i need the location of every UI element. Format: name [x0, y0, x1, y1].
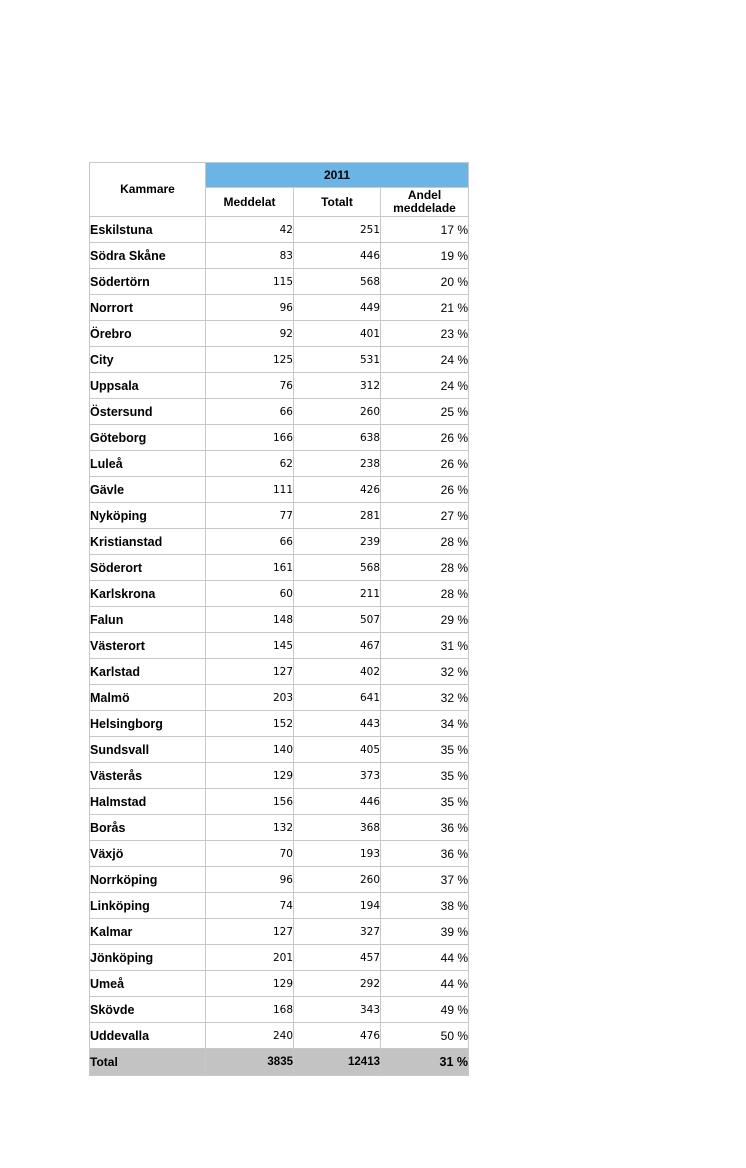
table-row	[90, 763, 469, 789]
meddelat-cell: 125	[206, 347, 294, 373]
table-row	[90, 971, 469, 997]
andel-cell: 49 %	[381, 997, 469, 1023]
andel-cell: 26 %	[381, 425, 469, 451]
andel-cell: 37 %	[381, 867, 469, 893]
kammare-cell: Halmstad	[90, 789, 206, 815]
totalt-cell: 641	[294, 685, 381, 711]
kammare-cell: Nyköping	[90, 503, 206, 529]
kammare-cell: Uddevalla	[90, 1023, 206, 1049]
kammare-cell: Malmö	[90, 685, 206, 711]
meddelat-cell: 152	[206, 711, 294, 737]
meddelat-cell: 127	[206, 659, 294, 685]
header-meddelat: Meddelat	[206, 188, 294, 217]
totalt-cell: 443	[294, 711, 381, 737]
table-row	[90, 945, 469, 971]
totalt-cell: 211	[294, 581, 381, 607]
kammare-cell: Uppsala	[90, 373, 206, 399]
totalt-cell: 467	[294, 633, 381, 659]
meddelat-cell: 129	[206, 763, 294, 789]
total-row	[90, 1049, 469, 1076]
kammare-cell: Östersund	[90, 399, 206, 425]
table-row	[90, 919, 469, 945]
header-kammare: Kammare	[90, 163, 206, 217]
total-andel: 31 %	[381, 1049, 469, 1076]
kammare-cell: Norrort	[90, 295, 206, 321]
meddelat-cell: 42	[206, 217, 294, 243]
totalt-cell: 239	[294, 529, 381, 555]
andel-cell: 31 %	[381, 633, 469, 659]
totalt-cell: 343	[294, 997, 381, 1023]
total-totalt: 12413	[294, 1049, 381, 1076]
kammare-cell: Västerås	[90, 763, 206, 789]
totalt-cell: 568	[294, 555, 381, 581]
andel-cell: 23 %	[381, 321, 469, 347]
table-row	[90, 217, 469, 243]
kammare-cell: Kristianstad	[90, 529, 206, 555]
kammare-cell: Umeå	[90, 971, 206, 997]
table-row	[90, 399, 469, 425]
andel-cell: 34 %	[381, 711, 469, 737]
andel-cell: 19 %	[381, 243, 469, 269]
andel-cell: 32 %	[381, 685, 469, 711]
kammare-cell: Växjö	[90, 841, 206, 867]
andel-cell: 28 %	[381, 555, 469, 581]
table-row	[90, 321, 469, 347]
totalt-cell: 568	[294, 269, 381, 295]
table-header	[90, 163, 469, 217]
meddelat-cell: 140	[206, 737, 294, 763]
andel-cell: 35 %	[381, 789, 469, 815]
kammare-cell: Norrköping	[90, 867, 206, 893]
kammare-cell: Jönköping	[90, 945, 206, 971]
meddelat-cell: 201	[206, 945, 294, 971]
kammare-cell: Sundsvall	[90, 737, 206, 763]
andel-cell: 24 %	[381, 373, 469, 399]
totalt-cell: 193	[294, 841, 381, 867]
kammare-cell: Söderort	[90, 555, 206, 581]
kammare-cell: Karlstad	[90, 659, 206, 685]
totalt-cell: 476	[294, 1023, 381, 1049]
kammare-cell: Luleå	[90, 451, 206, 477]
totalt-cell: 426	[294, 477, 381, 503]
meddelat-cell: 74	[206, 893, 294, 919]
totalt-cell: 292	[294, 971, 381, 997]
totalt-cell: 446	[294, 789, 381, 815]
andel-cell: 29 %	[381, 607, 469, 633]
andel-cell: 44 %	[381, 971, 469, 997]
total-label: Total	[90, 1049, 206, 1076]
meddelat-cell: 66	[206, 529, 294, 555]
meddelat-cell: 166	[206, 425, 294, 451]
totalt-cell: 531	[294, 347, 381, 373]
table-row	[90, 633, 469, 659]
totalt-cell: 507	[294, 607, 381, 633]
table-row	[90, 529, 469, 555]
totalt-cell: 401	[294, 321, 381, 347]
andel-cell: 28 %	[381, 581, 469, 607]
andel-cell: 21 %	[381, 295, 469, 321]
table-row	[90, 867, 469, 893]
meddelat-cell: 96	[206, 295, 294, 321]
table-row	[90, 373, 469, 399]
total-meddelat: 3835	[206, 1049, 294, 1076]
meddelat-cell: 156	[206, 789, 294, 815]
meddelat-cell: 132	[206, 815, 294, 841]
kammare-cell: Västerort	[90, 633, 206, 659]
totalt-cell: 260	[294, 399, 381, 425]
table-row	[90, 295, 469, 321]
andel-cell: 32 %	[381, 659, 469, 685]
table-row	[90, 893, 469, 919]
totalt-cell: 446	[294, 243, 381, 269]
kammare-cell: City	[90, 347, 206, 373]
kammare-cell: Borås	[90, 815, 206, 841]
meddelat-cell: 83	[206, 243, 294, 269]
table-row	[90, 269, 469, 295]
totalt-cell: 251	[294, 217, 381, 243]
table-row	[90, 841, 469, 867]
totalt-cell: 405	[294, 737, 381, 763]
table-row	[90, 503, 469, 529]
andel-cell: 35 %	[381, 737, 469, 763]
totalt-cell: 194	[294, 893, 381, 919]
table-row	[90, 1023, 469, 1049]
totalt-cell: 457	[294, 945, 381, 971]
totalt-cell: 373	[294, 763, 381, 789]
meddelat-cell: 96	[206, 867, 294, 893]
meddelat-cell: 203	[206, 685, 294, 711]
totalt-cell: 312	[294, 373, 381, 399]
table-row	[90, 607, 469, 633]
meddelat-cell: 77	[206, 503, 294, 529]
meddelat-cell: 168	[206, 997, 294, 1023]
meddelat-cell: 70	[206, 841, 294, 867]
kammare-cell: Kalmar	[90, 919, 206, 945]
kammare-cell: Södertörn	[90, 269, 206, 295]
meddelat-cell: 240	[206, 1023, 294, 1049]
totalt-cell: 281	[294, 503, 381, 529]
meddelat-cell: 115	[206, 269, 294, 295]
meddelat-cell: 148	[206, 607, 294, 633]
andel-cell: 44 %	[381, 945, 469, 971]
kammare-cell: Linköping	[90, 893, 206, 919]
meddelat-cell: 76	[206, 373, 294, 399]
kammare-cell: Gävle	[90, 477, 206, 503]
table-row	[90, 997, 469, 1023]
table-row	[90, 451, 469, 477]
andel-cell: 27 %	[381, 503, 469, 529]
table-row	[90, 555, 469, 581]
andel-cell: 24 %	[381, 347, 469, 373]
kammare-cell: Karlskrona	[90, 581, 206, 607]
meddelat-cell: 127	[206, 919, 294, 945]
meddelat-cell: 92	[206, 321, 294, 347]
statistics-table	[89, 162, 469, 1076]
meddelat-cell: 60	[206, 581, 294, 607]
kammare-cell: Falun	[90, 607, 206, 633]
header-year: 2011	[206, 163, 469, 188]
table-row	[90, 243, 469, 269]
totalt-cell: 402	[294, 659, 381, 685]
meddelat-cell: 145	[206, 633, 294, 659]
table-row	[90, 581, 469, 607]
meddelat-cell: 161	[206, 555, 294, 581]
table-row	[90, 711, 469, 737]
andel-cell: 39 %	[381, 919, 469, 945]
meddelat-cell: 62	[206, 451, 294, 477]
andel-cell: 38 %	[381, 893, 469, 919]
table-row	[90, 815, 469, 841]
meddelat-cell: 111	[206, 477, 294, 503]
table-body	[90, 217, 469, 1049]
kammare-cell: Eskilstuna	[90, 217, 206, 243]
table-row	[90, 685, 469, 711]
andel-cell: 17 %	[381, 217, 469, 243]
header-andel: Andel meddelade	[381, 188, 469, 217]
kammare-cell: Örebro	[90, 321, 206, 347]
andel-cell: 36 %	[381, 815, 469, 841]
andel-cell: 20 %	[381, 269, 469, 295]
table-row	[90, 789, 469, 815]
andel-cell: 36 %	[381, 841, 469, 867]
meddelat-cell: 129	[206, 971, 294, 997]
header-totalt: Totalt	[294, 188, 381, 217]
totalt-cell: 260	[294, 867, 381, 893]
totalt-cell: 449	[294, 295, 381, 321]
totalt-cell: 327	[294, 919, 381, 945]
kammare-cell: Södra Skåne	[90, 243, 206, 269]
meddelat-cell: 66	[206, 399, 294, 425]
andel-cell: 25 %	[381, 399, 469, 425]
totalt-cell: 238	[294, 451, 381, 477]
table-row	[90, 659, 469, 685]
table-row	[90, 737, 469, 763]
table-row	[90, 477, 469, 503]
andel-cell: 50 %	[381, 1023, 469, 1049]
table-row	[90, 347, 469, 373]
andel-cell: 26 %	[381, 477, 469, 503]
totalt-cell: 368	[294, 815, 381, 841]
kammare-cell: Skövde	[90, 997, 206, 1023]
table-row	[90, 425, 469, 451]
andel-cell: 35 %	[381, 763, 469, 789]
kammare-cell: Helsingborg	[90, 711, 206, 737]
andel-cell: 26 %	[381, 451, 469, 477]
kammare-cell: Göteborg	[90, 425, 206, 451]
andel-cell: 28 %	[381, 529, 469, 555]
totalt-cell: 638	[294, 425, 381, 451]
